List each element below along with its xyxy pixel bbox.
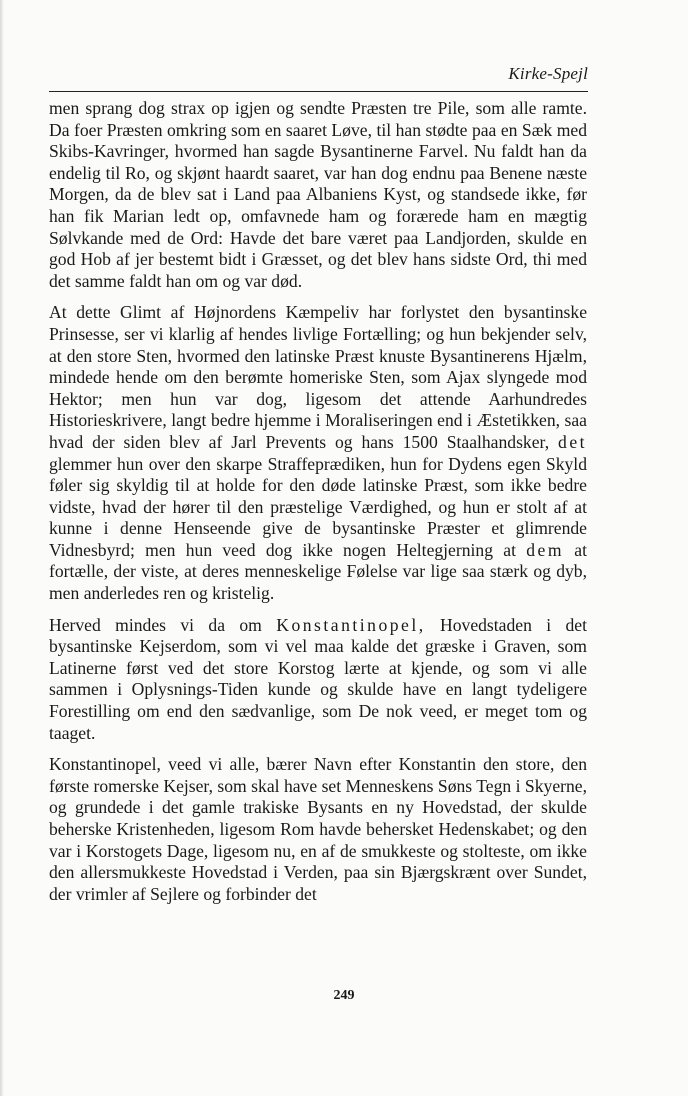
body-text	[49, 98, 587, 905]
paragraph-2-part-b: glemmer hun over den skarpe Straffeprædiken, hun for Dydens egen Skyld føler sig skyldig til at holde for den døde latinske Præst, som ikke bedre vidste, hvad der hører til den præstelige Værdighed, og hun er stolt af at kunne i denne Henseende give de bysantinske Præster et glimrende Vidnesbyrd; men hun veed dog ikke nogen Heltegjerning at	[49, 453, 587, 560]
paragraph-4: Konstantinopel, veed vi alle, bærer Navn efter Konstantin den store, den første romerske Kejser, som skal have set Menneskens Søns Tegn i Skyerne, og grundede i det gamle trakiske Bysants en ny Hovedstad, der skulde beherske Kristenheden, ligesom Rom havde behersket Hedenskabet; og den var i Korstogets Dage, ligesom nu, en af de smukkeste og stolteste, om ikke den allersmukkeste Hovedstad i Verden, paa sin Bjærgskrænt over Sundet, der vrimler af Sejlere og forbinder det	[49, 754, 587, 904]
paragraph-1: men sprang dog strax op igjen og sendte Præsten tre Pile, som alle ramte. Da foer Præsten omkring som en saaret Løve, til han stødte paa en Sæk med Skibs-Kavringer, hvormed han sagde Bysantinerne Farvel. Nu faldt han da endelig til Ro, og skjønt haardt saaret, var han dog endnu paa Benene næste Morgen, da de blev sat i Land paa Albaniens Kyst, og standsede ikke, før han fik Marian ledt op, omfavnede ham og forærede ham en mægtig Sølvkande med de Ord: Havde det bare været paa Landjorden, skulde en god Hob af jer bestemt bidt i Græsset, og det blev hans sidste Ord, thi med det samme faldt han om og var død.	[49, 98, 587, 291]
paragraph-3-part-b: Hovedstaden i det bysantinske Kejserdom, som vi vel maa kalde det græske i Graven, som Latinerne først ved det store Korstog lærte at kjende, og som vi alle sammen i Oplysnings-Tiden kunde og skulde have en langt tydeligere Forestilling om end den sædvanlige, som De nok veed, er meget tom og taaget.	[49, 614, 587, 743]
header-rule	[49, 91, 588, 92]
paragraph-3-spaced-word: Konstantinopel,	[276, 614, 426, 635]
paragraph-3-part-a: Herved mindes vi da om	[49, 614, 262, 635]
running-title: Kirke-Spejl	[508, 64, 588, 83]
paragraph-2	[49, 302, 587, 604]
paragraph-2-spaced-word-1: det	[558, 431, 588, 452]
paragraph-3	[49, 615, 587, 745]
page-number: 249	[333, 988, 355, 1003]
paragraph-2-part-a: At dette Glimt af Højnordens Kæmpeliv har forlystet den bysantinske Prinsesse, ser vi klarlig af hendes livlige Fortælling; og hun bekjender selv, at den store Sten, hvormed den latinske Præst knuste Bysantinerens Hjælm, mindede hende om den berømte homeriske Sten, som Ajax slyngede mod Hektor; men hun var dog, ligesom det attende Aarhundredes Historieskrivere, langt bedre hjemme i Moraliseringen end i Æstetikken, saa hvad der siden blev af Jarl Prevents og hans 1500 Staalhandsker,	[49, 302, 587, 452]
paragraph-2-spaced-word-2: dem	[526, 539, 565, 560]
page-edge-shadow	[0, 0, 4, 1096]
paragraph-2-part-c: at fortælle, der viste, at deres menneskelige Følelse var lige saa stærk og dyb, men anderledes ren og kristelig.	[49, 539, 587, 604]
